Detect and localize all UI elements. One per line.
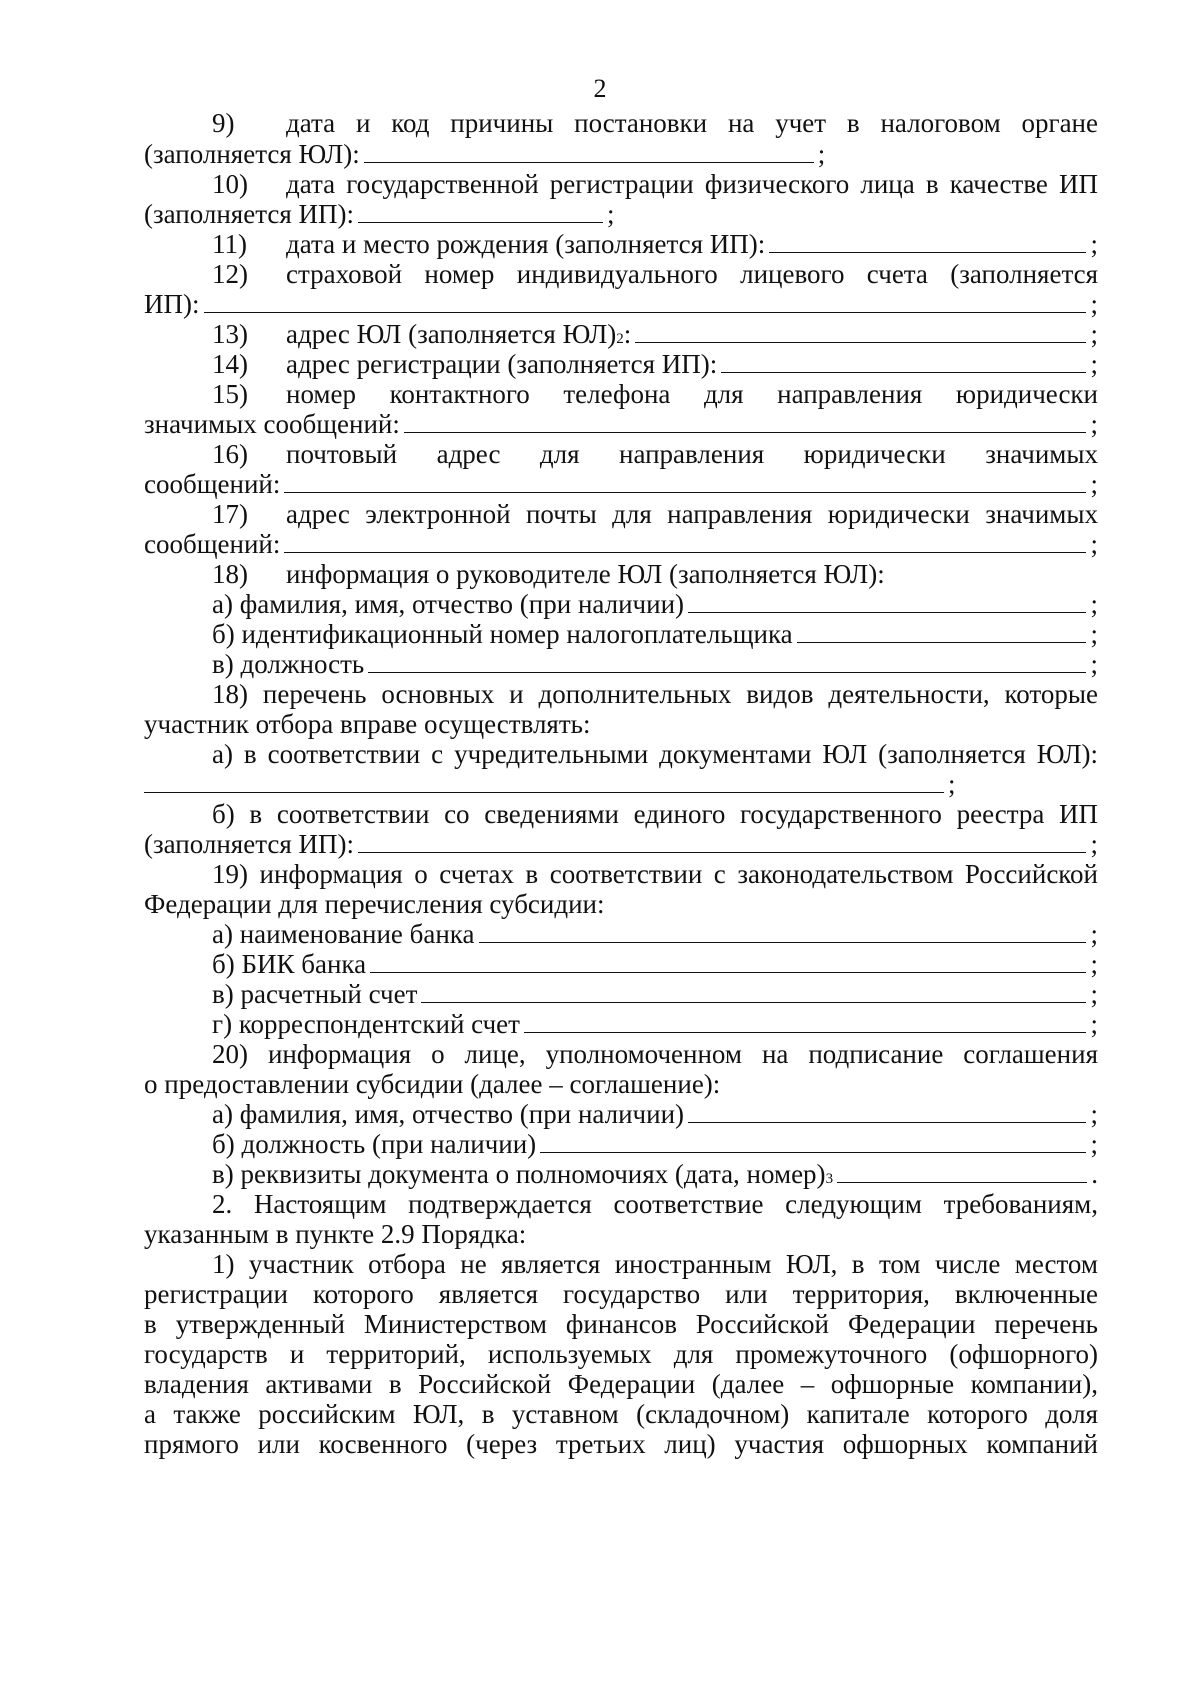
item-11-line: [212, 228, 1098, 260]
fill-blank[interactable]: [524, 1010, 1087, 1033]
paragraph-text: прямого или косвенного (через третьих лиц) участия офшорных компаний: [144, 1429, 1098, 1459]
fill-blank[interactable]: [479, 920, 1087, 943]
fill-blank[interactable]: [358, 830, 1087, 853]
item-15-continuation: [144, 408, 1098, 440]
paragraph-line: [144, 1398, 1098, 1430]
founding-docs-blank-line: [144, 768, 1098, 800]
item-19-continuation: [144, 888, 1098, 920]
item-number: 15): [212, 379, 248, 409]
field-label: (заполняется ЮЛ):: [144, 139, 360, 169]
line-end: ;: [1090, 529, 1098, 559]
line-end: ;: [948, 769, 956, 799]
item-10-line: [212, 168, 1098, 200]
paragraph-line: [144, 1428, 1098, 1460]
item-16-line: [212, 438, 1098, 470]
fill-blank[interactable]: [358, 200, 603, 223]
line-end: ;: [1090, 469, 1098, 499]
paragraph-line: [144, 1278, 1098, 1310]
item-text: дата государственной регистрации физического лица в качестве ИП: [286, 169, 1098, 199]
item-20-line: [212, 1038, 1098, 1070]
field-label: адрес ЮЛ (заполняется ЮЛ): [286, 319, 617, 349]
field-label: в) должность: [212, 649, 365, 679]
field-label: в) реквизиты документа о полномочиях (дата, номер): [212, 1159, 826, 1189]
field-label: адрес регистрации (заполняется ИП):: [286, 349, 718, 379]
item-number: 14): [212, 349, 248, 379]
item-text: 20) информация о лице, уполномоченном на подписание соглашения: [212, 1039, 1098, 1069]
field-label: а) фамилия, имя, отчество (при наличии): [212, 1099, 685, 1129]
line-end: ;: [1090, 949, 1098, 979]
field-label: а) наименование банка: [212, 919, 475, 949]
fill-blank[interactable]: [370, 950, 1086, 973]
item-9-line: [212, 107, 1098, 139]
line-end: ;: [1090, 829, 1098, 859]
page-number: 2: [593, 74, 607, 103]
item-17-line: [212, 498, 1098, 530]
field-label: (заполняется ИП):: [144, 829, 354, 859]
item-15-line: [212, 378, 1098, 410]
field-label: б) должность (при наличии): [212, 1129, 537, 1159]
item-10-continuation: [144, 198, 1098, 230]
item-text: адрес электронной почты для направления юридически значимых: [286, 499, 1098, 529]
item-16-continuation: [144, 468, 1098, 500]
field-label: в) расчетный счет: [212, 979, 418, 1009]
subitem-fio: [212, 588, 1098, 620]
paragraph-text: владения активами в Российской Федерации (далее – офшорные компании),: [144, 1369, 1098, 1399]
item-text: дата и код причины постановки на учет в налоговом органе: [286, 108, 1098, 138]
paragraph-text: государств и территорий, используемых для промежуточного (офшорного): [144, 1339, 1098, 1369]
field-label: ИП):: [144, 289, 200, 319]
item-number: 10): [212, 169, 248, 199]
item-14-line: [212, 348, 1098, 380]
field-label: дата и место рождения (заполняется ИП):: [286, 229, 766, 259]
fill-blank[interactable]: [688, 590, 1086, 613]
section-2-line: [212, 1188, 1098, 1220]
subitem-signer-fio: [212, 1098, 1098, 1130]
item-text: б) в соответствии со сведениями единого государственного реестра ИП: [212, 799, 1098, 829]
field-label: б) БИК банка: [212, 949, 367, 979]
field-label: (заполняется ИП):: [144, 199, 354, 229]
line-end: ;: [1090, 409, 1098, 439]
item-number: 16): [212, 439, 248, 469]
fill-blank[interactable]: [421, 980, 1086, 1003]
item-text: 18) перечень основных и дополнительных видов деятельности, которые: [212, 679, 1098, 709]
subitem-bank-name: [212, 918, 1098, 950]
item-text: номер контактного телефона для направления юридически: [286, 379, 1098, 409]
activities-continuation: [144, 708, 1098, 740]
field-label: а) фамилия, имя, отчество (при наличии): [212, 589, 685, 619]
paragraph-text: в утвержденный Министерством финансов Российской Федерации перечень: [144, 1309, 1098, 1339]
line-end: ;: [1090, 319, 1098, 349]
line-end: ;: [1090, 649, 1098, 679]
line-end: ;: [1090, 349, 1098, 379]
colon: :: [623, 319, 632, 349]
item-number: 17): [212, 499, 248, 529]
item-text: Федерации для перечисления субсидии:: [144, 889, 605, 919]
paragraph-line: [144, 1368, 1098, 1400]
item-19-line: [212, 858, 1098, 890]
item-12-continuation: [144, 288, 1098, 320]
field-label: значимых сообщений:: [144, 409, 400, 439]
fill-blank[interactable]: [721, 350, 1086, 373]
subitem-inn: [212, 618, 1098, 650]
line-end: ;: [817, 139, 826, 169]
line-end: ;: [1090, 589, 1098, 619]
paragraph-text: 1) участник отбора не является иностранным ЮЛ, в том числе местом: [212, 1249, 1098, 1279]
activities-line: [212, 678, 1098, 710]
requirement-1-line: [212, 1248, 1098, 1280]
item-text: 2. Настоящим подтверждается соответствие следующим требованиям,: [212, 1189, 1098, 1219]
paragraph-text: а также российским ЮЛ, в уставном (складочном) капитале которого доля: [144, 1399, 1098, 1429]
fill-blank[interactable]: [364, 140, 814, 163]
subitem-bik: [212, 948, 1098, 980]
item-number: 13): [212, 319, 248, 349]
line-end: ;: [1090, 1009, 1098, 1039]
item-number: 11): [212, 229, 247, 259]
item-text: участник отбора вправе осуществлять:: [144, 709, 591, 739]
fill-blank[interactable]: [769, 230, 1086, 253]
field-label: б) идентификационный номер налогоплательщика: [212, 619, 793, 649]
item-number: 9): [212, 108, 235, 138]
item-text: страховой номер индивидуального лицевого счета (заполняется: [286, 259, 1098, 289]
item-text: а) в соответствии с учредительными документами ЮЛ (заполняется ЮЛ):: [212, 739, 1098, 769]
subitem-correspondent-account: [212, 1008, 1098, 1040]
line-end: ;: [1090, 919, 1098, 949]
line-end: ;: [1090, 979, 1098, 1009]
item-number: 18): [212, 559, 248, 589]
fill-blank[interactable]: [797, 620, 1087, 643]
fill-blank[interactable]: [635, 320, 1086, 343]
item-12-line: [212, 258, 1098, 290]
line-end: ;: [606, 199, 615, 229]
item-text: информация о руководителе ЮЛ (заполняется ЮЛ):: [286, 559, 885, 589]
fill-blank[interactable]: [144, 770, 944, 793]
paragraph-line: [144, 1308, 1098, 1340]
item-20-continuation: [144, 1068, 1098, 1100]
line-end: ;: [1090, 229, 1098, 259]
fill-blank[interactable]: [204, 290, 1087, 313]
item-text: почтовый адрес для направления юридически значимых: [286, 439, 1098, 469]
item-number: 12): [212, 259, 248, 289]
item-9-continuation: [144, 138, 1098, 170]
registry-continuation: [144, 828, 1098, 860]
field-label: г) корреспондентский счет: [212, 1009, 520, 1039]
item-text: указанным в пункте 2.9 Порядка:: [144, 1219, 527, 1249]
line-end: ;: [1090, 289, 1098, 319]
subitem-signer-position: [212, 1128, 1098, 1160]
item-text: 19) информация о счетах в соответствии с законодательством Российской: [212, 859, 1098, 889]
line-end: ;: [1090, 619, 1098, 649]
item-17-continuation: [144, 528, 1098, 560]
fill-blank[interactable]: [368, 650, 1086, 673]
fill-blank[interactable]: [837, 1160, 1087, 1183]
subitem-settlement-account: [212, 978, 1098, 1010]
item-18-line: [212, 558, 1098, 590]
fill-blank[interactable]: [540, 1130, 1086, 1153]
item-text: о предоставлении субсидии (далее – соглашение):: [144, 1069, 721, 1099]
fill-blank[interactable]: [284, 470, 1086, 493]
field-label: сообщений:: [144, 529, 281, 559]
fill-blank[interactable]: [284, 530, 1086, 553]
line-end: ;: [1090, 1129, 1098, 1159]
subitem-position: [212, 648, 1098, 680]
line-end: ;: [1090, 1099, 1098, 1129]
field-label: сообщений:: [144, 469, 281, 499]
line-end: .: [1091, 1159, 1098, 1189]
subitem-registry: [212, 798, 1098, 830]
item-13-line: 13) адрес ЮЛ (заполняется ЮЛ) 2 : ;: [212, 319, 1098, 349]
paragraph-line: [144, 1338, 1098, 1370]
fill-blank[interactable]: [404, 410, 1087, 433]
fill-blank[interactable]: [688, 1100, 1086, 1123]
subitem-founding-docs: [212, 738, 1098, 770]
section-2-continuation: [144, 1218, 1098, 1250]
paragraph-text: регистрации которого является государство или территория, включенные: [144, 1279, 1098, 1309]
subitem-authority-document: в) реквизиты документа о полномочиях (дата, номер) 3 .: [212, 1159, 1098, 1189]
